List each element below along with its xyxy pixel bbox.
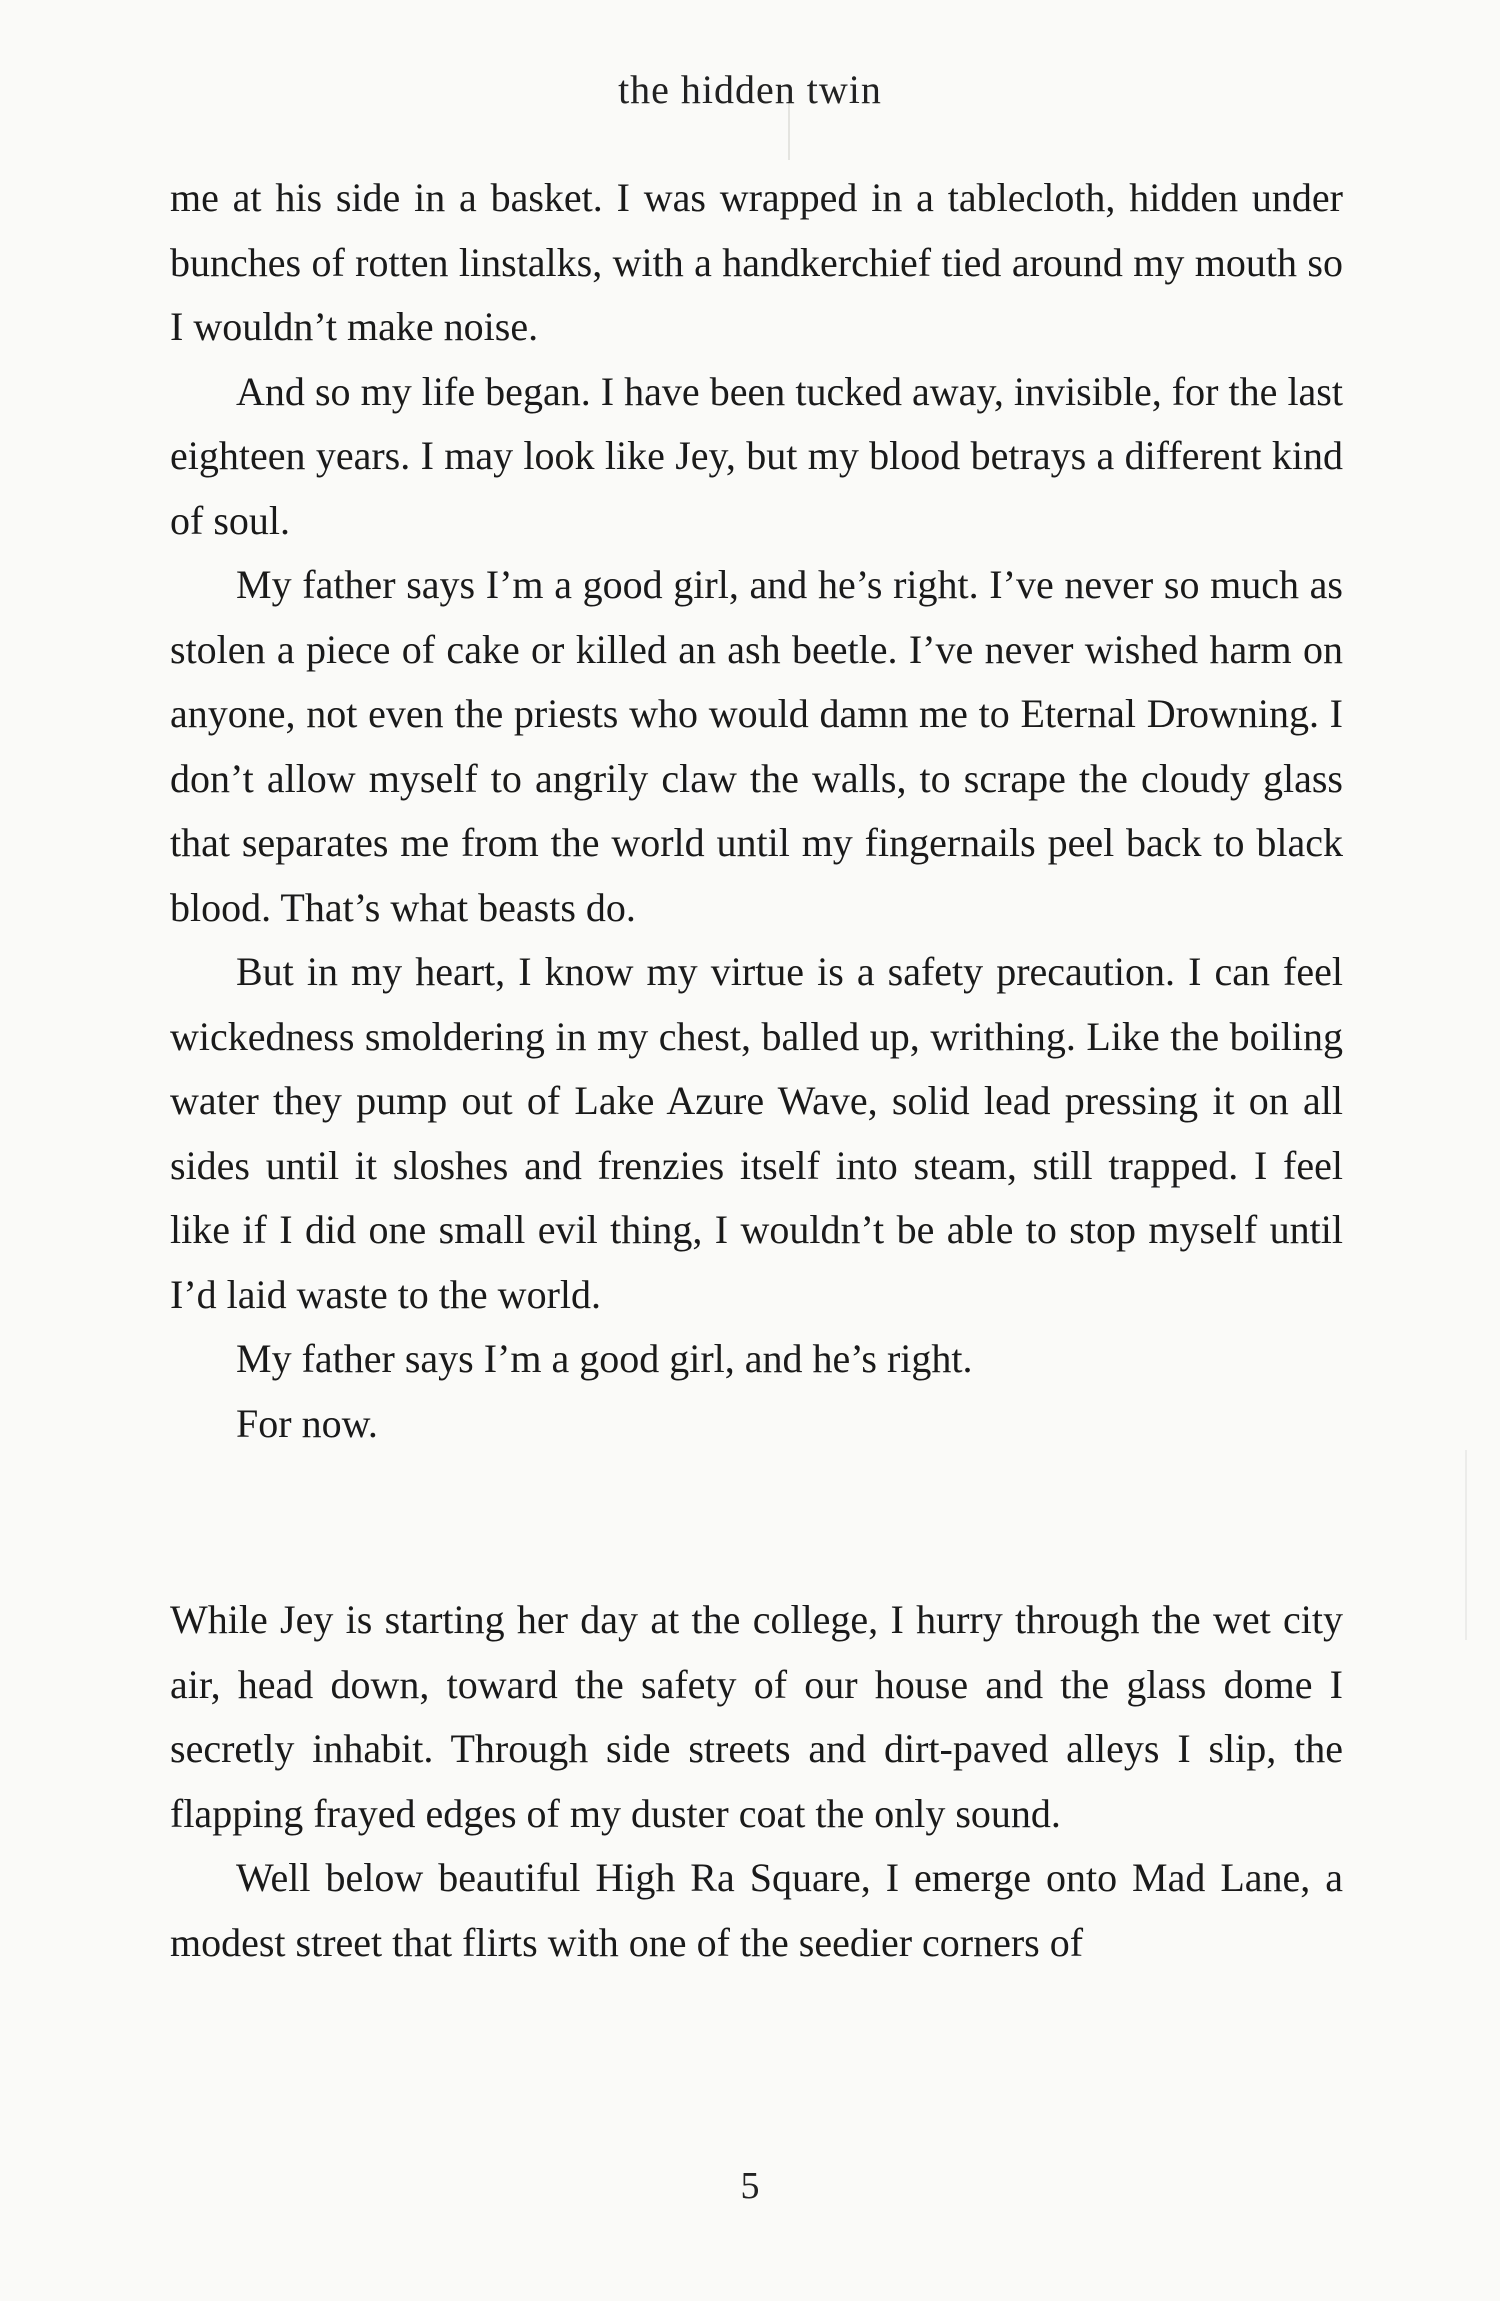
paper-crease — [1465, 1450, 1467, 1640]
running-head: the hidden twin — [618, 67, 882, 112]
paragraph: me at his side in a basket. I was wrapped in a tablecloth, hidden under bunches of rotten linstalks, with a handkerchief tied around my mouth so I wouldn’t make noise. — [170, 175, 1343, 349]
paragraph: For now. — [236, 1400, 378, 1446]
paragraph: My father says I’m a good girl, and he’s right. — [236, 1336, 973, 1381]
paragraph: But in my heart, I know my virtue is a safety precaution. I can feel wickedness smoldering in my chest, balled up, writhing. Like the boiling water they pump out of Lake Azure Wave, solid lead pressing it on all sides until it sloshes and frenzies itself into steam, still trapped. I feel like if I did one small evil thing, I wouldn’t be able to stop myself until I’d laid waste to the world. — [170, 949, 1343, 1317]
paragraph: And so my life began. I have been tucked away, invisible, for the last eighteen years. I may look like Jey, but my blood betrays a different kind of soul. — [170, 368, 1343, 543]
paragraph: Well below beautiful High Ra Square, I emerge onto Mad Lane, a modest street that flirts with one of the seedier corners of — [170, 1855, 1343, 1965]
body-text-section-1 — [170, 166, 1343, 1456]
page-number: 5 — [740, 2165, 760, 2207]
paragraph: While Jey is starting her day at the college, I hurry through the wet city air, head down, toward the safety of our house and the glass dome I secretly inhabit. Through side streets and dirt-paved alleys I slip, the flapping frayed edges of my duster coat the only sound. — [170, 1597, 1343, 1836]
body-text-section-2 — [170, 1588, 1343, 1975]
paragraph: My father says I’m a good girl, and he’s right. I’ve never so much as stolen a piece of cake or killed an ash beetle. I’ve never wished harm on anyone, not even the priests who would damn me to Eternal Drowning. I don’t allow myself to angrily claw the walls, to scrape the cloudy glass that separates me from the world until my fingernails peel back to black blood. That’s what beasts do. — [170, 562, 1343, 930]
